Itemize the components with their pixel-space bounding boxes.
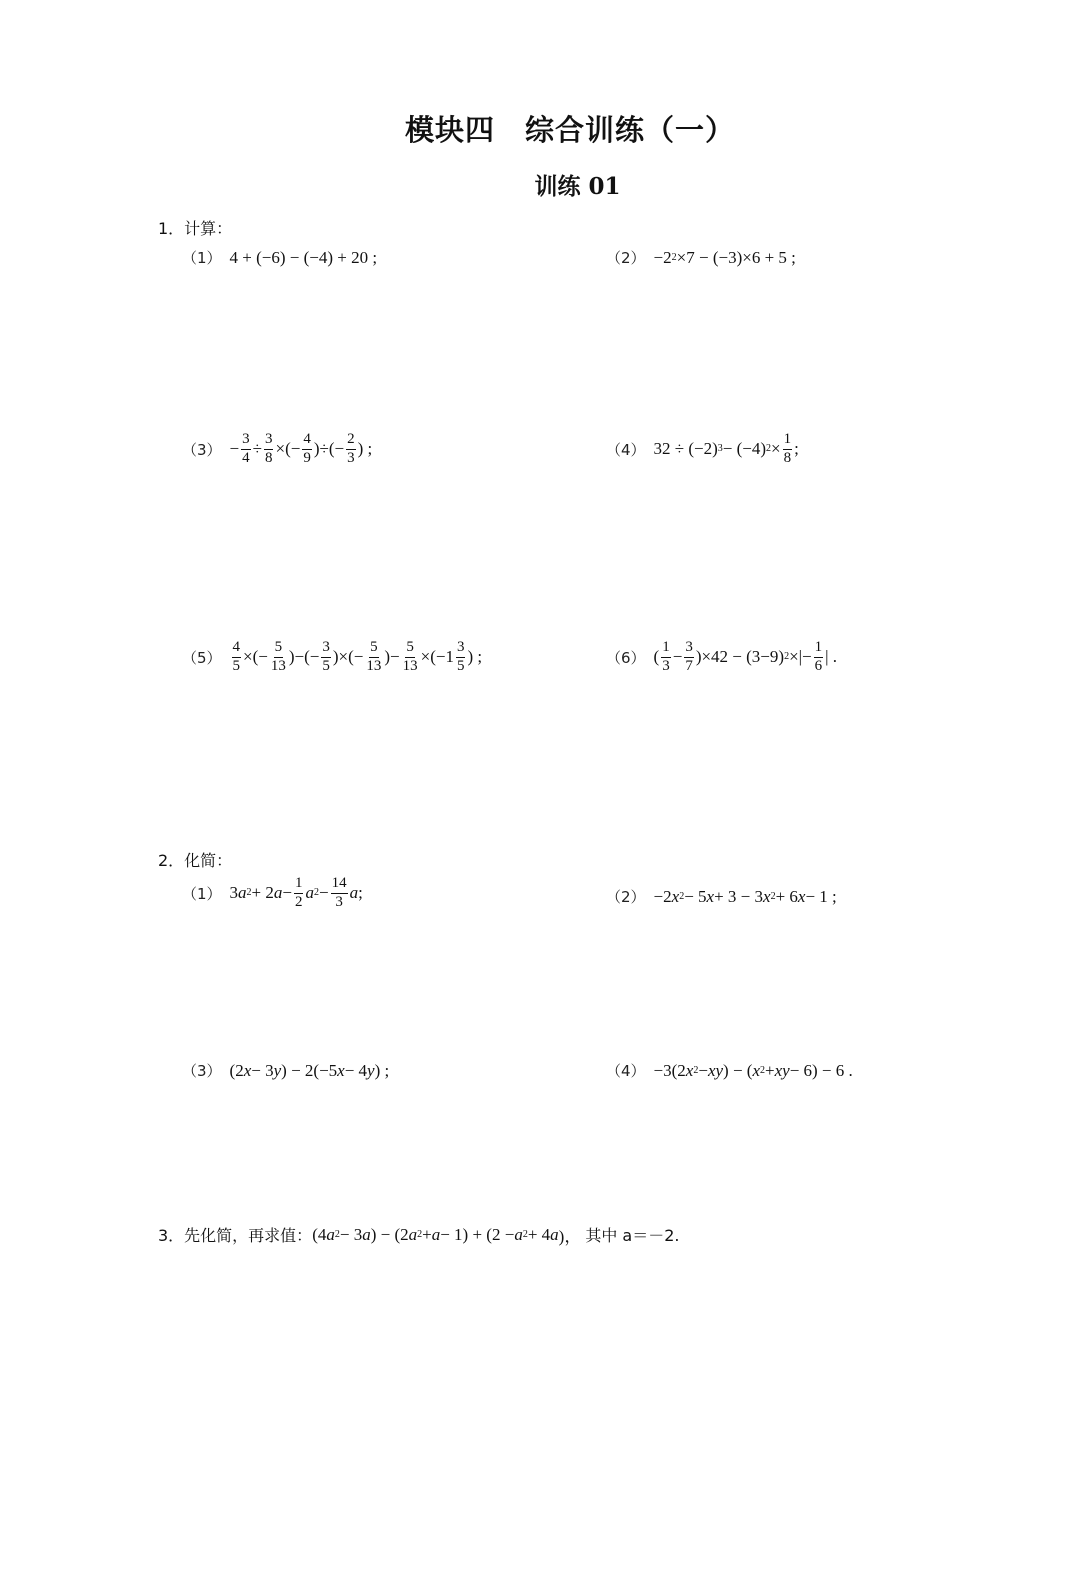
problem-number: （3）: [182, 1062, 222, 1080]
expression: −3(2 x 2 − xy ) − ( x 2 + xy − 6) − 6 .: [653, 1060, 853, 1080]
problem-number: （4）: [606, 440, 646, 459]
expression: (4 a 2 − 3 a ) − (2 a 2 + a − 1) + (2 − a 2 + 4 a )，: [312, 1224, 582, 1246]
expression: − $\frac{3}{4}$ ÷ $\frac{3}{8}$ ×(− $\frac{4}{9}$ )÷(− $\frac{2}{3}$ ) ;: [229, 431, 373, 466]
problem-1-3: [182, 432, 372, 467]
problem-2-2: [606, 886, 837, 907]
problem-1-6: [606, 640, 837, 675]
problem-number: （1）: [182, 884, 222, 903]
problem-1-5: [182, 640, 482, 675]
expression: ( $\frac{1}{3}$ − $\frac{3}{7}$ )×42 − (3−9) 2 ×|− $\frac{1}{6}$ | .: [653, 639, 838, 674]
problem-number: （2）: [606, 888, 646, 906]
problem-2-1: [182, 876, 363, 911]
module-label: 模块四: [404, 113, 495, 147]
problem-number: （4）: [606, 1062, 646, 1080]
problem-number: （3）: [182, 440, 222, 459]
expression: 3 a 2 + 2 a − $\frac{1}{2}$ a 2 − $\frac{14}{3}$ a ;: [229, 875, 363, 910]
module-title: 综合训练（一）: [525, 113, 736, 147]
section-1-heading: 1．计算：: [158, 219, 233, 238]
section-2-heading: 2．化简：: [158, 851, 233, 870]
problem-number: （1）: [182, 249, 222, 267]
problem-number: （5）: [182, 648, 222, 667]
expression: (2 x − 3 y ) − 2(−5 x − 4 y ) ;: [229, 1060, 390, 1080]
page-title: [0, 108, 1080, 149]
problem-1-2: [606, 247, 796, 268]
expression: −2 2 ×7 − (−3)×6 + 5 ;: [653, 247, 796, 267]
evaluation-condition: 其中 a＝－2.: [585, 1226, 680, 1245]
problem-number: （6）: [606, 648, 646, 667]
problem-number: （2）: [606, 249, 646, 267]
problem-2-3: [182, 1060, 389, 1081]
problem-3: [158, 1222, 680, 1247]
expression: 32 ÷ (−2) 3 − (−4) 2 × $\frac{1}{8}$ ;: [653, 431, 799, 466]
problem-1-4: [606, 432, 799, 467]
expression: −2 x 2 − 5 x + 3 − 3 x 2 + 6 x − 1 ;: [653, 886, 837, 906]
page-subtitle: 训练 01: [534, 173, 621, 200]
expression: 4 + (−6) − (−4) + 20 ;: [229, 247, 378, 267]
expression: $\frac{4}{5}$ ×(− $\frac{5}{13}$ )−(− $\frac{3}{5}$ )×(− $\frac{5}{13}$ )− $\frac{5}{13}$ ×(−1 $\frac{3}{5}$ ) ;: [232, 639, 483, 674]
section-3-heading: 3．先化简，再求值：: [158, 1226, 313, 1245]
problem-1-1: [182, 247, 377, 268]
problem-2-4: [606, 1060, 853, 1081]
